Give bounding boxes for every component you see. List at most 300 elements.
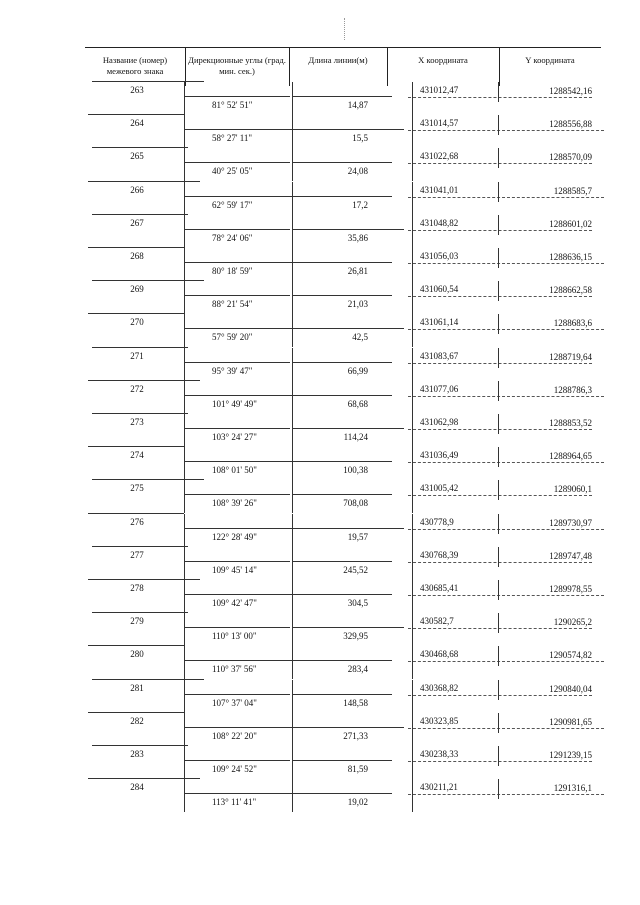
line-length: 100,38	[343, 465, 368, 476]
line-length: 114,24	[343, 432, 368, 442]
line-length: 14,87	[347, 100, 368, 110]
point-number: 275	[130, 483, 144, 494]
table-row	[0, 215, 640, 248]
column-rule	[412, 148, 413, 181]
direction-angle: 108° 01' 50"	[212, 465, 257, 476]
x-coordinate: 431061,14	[420, 317, 459, 328]
column-rule	[292, 779, 293, 812]
direction-angle: 62° 59' 17"	[212, 199, 253, 210]
x-coordinate: 430778,9	[420, 516, 454, 527]
row-rule	[408, 230, 592, 231]
row-rule	[184, 129, 304, 130]
y-coordinate: 1288542,16	[549, 86, 592, 96]
table-row	[0, 746, 640, 779]
row-rule	[408, 363, 592, 364]
table-row	[0, 281, 640, 314]
column-rule	[498, 281, 499, 301]
x-coordinate: 431005,42	[420, 483, 459, 494]
line-length: 245,52	[343, 564, 368, 575]
column-rule	[184, 613, 185, 646]
table-row	[0, 779, 640, 812]
column-rule	[498, 779, 499, 799]
x-coordinate: 431041,01	[420, 184, 459, 195]
x-coordinate: 431012,47	[420, 85, 459, 95]
x-coordinate: 430468,68	[420, 649, 459, 660]
column-rule	[412, 746, 413, 779]
row-rule	[92, 413, 188, 414]
table-row	[0, 115, 640, 148]
column-rule	[498, 348, 499, 368]
row-rule	[184, 793, 304, 794]
column-rule	[412, 646, 413, 679]
column-rule	[292, 215, 293, 248]
row-rule	[292, 494, 392, 495]
column-rule	[184, 82, 185, 115]
row-rule	[408, 495, 592, 496]
x-coordinate: 431022,68	[420, 151, 459, 162]
row-rule	[184, 162, 290, 163]
y-coordinate: 1288683,6	[553, 318, 592, 329]
row-rule	[408, 197, 604, 198]
point-number: 267	[130, 217, 144, 228]
row-rule	[88, 247, 184, 248]
column-rule	[412, 713, 413, 746]
column-rule	[498, 381, 499, 401]
row-rule	[292, 594, 392, 595]
column-rule	[412, 480, 413, 513]
row-rule	[292, 760, 392, 761]
column-rule	[498, 514, 499, 534]
column-rule	[412, 613, 413, 646]
column-rule	[184, 580, 185, 613]
row-rule	[92, 546, 188, 547]
x-coordinate: 431014,57	[420, 118, 459, 129]
column-rule	[184, 547, 185, 580]
line-length: 35,86	[347, 232, 368, 243]
direction-angle: 57° 59' 20"	[212, 332, 253, 343]
point-number: 264	[130, 118, 144, 129]
y-coordinate: 1288853,52	[549, 418, 592, 428]
row-rule	[408, 661, 604, 662]
row-rule	[92, 81, 204, 82]
y-coordinate: 1290840,04	[549, 683, 592, 694]
column-rule	[412, 115, 413, 148]
line-length: 329,95	[343, 631, 368, 642]
direction-angle: 107° 37' 04"	[212, 697, 257, 708]
table-row	[0, 713, 640, 746]
line-length: 24,08	[347, 166, 368, 177]
row-rule	[292, 196, 392, 197]
y-coordinate: 1288719,64	[549, 351, 592, 362]
table-row	[0, 381, 640, 414]
column-rule	[292, 314, 293, 347]
row-rule	[408, 695, 592, 696]
row-rule	[408, 97, 592, 98]
line-length: 148,58	[343, 697, 368, 708]
column-rule	[292, 248, 293, 281]
column-rule	[292, 447, 293, 480]
row-rule	[88, 513, 184, 514]
row-rule	[408, 296, 592, 297]
row-rule	[292, 295, 392, 296]
column-rule	[498, 115, 499, 135]
direction-angle: 109° 45' 14"	[212, 564, 257, 575]
column-rule	[498, 148, 499, 168]
column-rule	[292, 746, 293, 779]
column-rule	[412, 680, 413, 713]
column-rule	[292, 480, 293, 513]
y-coordinate: 1290574,82	[549, 650, 592, 661]
direction-angle: 109° 42' 47"	[212, 598, 257, 608]
row-rule	[88, 712, 184, 713]
point-number: 284	[130, 782, 144, 793]
column-rule	[292, 547, 293, 580]
column-rule	[498, 182, 499, 202]
column-rule	[498, 547, 499, 567]
row-rule	[292, 694, 392, 695]
column-rule	[184, 713, 185, 746]
column-rule	[412, 248, 413, 281]
header-name: Название (номер) межевого знака	[102, 55, 168, 76]
line-length: 81,59	[347, 764, 368, 774]
column-rule	[184, 182, 185, 215]
fold-mark	[344, 18, 345, 40]
column-rule	[498, 646, 499, 666]
point-number: 282	[130, 715, 144, 726]
column-rule	[412, 514, 413, 547]
header-x: Х координата	[418, 55, 468, 65]
table-row	[0, 646, 640, 679]
row-rule	[408, 163, 592, 164]
column-rule	[184, 215, 185, 248]
column-rule	[292, 148, 293, 181]
header-angle: Дирекционные углы (град. мин. сек.)	[188, 55, 286, 76]
point-number: 270	[130, 317, 144, 328]
column-rule	[184, 646, 185, 679]
line-length: 304,5	[347, 598, 368, 608]
table-row	[0, 148, 640, 181]
row-rule	[184, 528, 304, 529]
row-rule	[292, 362, 392, 363]
row-rule	[184, 594, 304, 595]
direction-angle: 58° 27' 11"	[212, 133, 253, 144]
x-coordinate: 431036,49	[420, 450, 459, 461]
row-rule	[292, 129, 404, 130]
row-rule	[292, 660, 392, 661]
row-rule	[292, 229, 404, 230]
table-row	[0, 314, 640, 347]
row-rule	[88, 313, 184, 314]
column-rule	[184, 115, 185, 148]
y-coordinate: 1289730,97	[549, 517, 592, 528]
row-rule	[92, 679, 204, 680]
x-coordinate: 430582,7	[420, 616, 454, 627]
direction-angle: 108° 39' 26"	[212, 498, 257, 509]
direction-angle: 81° 52' 51"	[212, 100, 253, 110]
y-coordinate: 1288636,15	[549, 252, 592, 262]
column-rule	[184, 447, 185, 480]
x-coordinate: 430368,82	[420, 682, 459, 693]
row-rule	[92, 280, 204, 281]
table-row	[0, 414, 640, 447]
x-coordinate: 431060,54	[420, 284, 459, 295]
row-rule	[408, 628, 592, 629]
table-row	[0, 514, 640, 547]
row-rule	[184, 694, 290, 695]
x-coordinate: 430685,41	[420, 583, 459, 593]
column-rule	[292, 348, 293, 381]
point-number: 268	[130, 251, 144, 261]
column-rule	[184, 381, 185, 414]
column-rule	[498, 314, 499, 334]
column-rule	[184, 514, 185, 547]
column-rule	[498, 248, 499, 268]
column-rule	[184, 480, 185, 513]
row-rule	[184, 196, 304, 197]
point-number: 273	[130, 417, 144, 427]
line-length: 283,4	[347, 664, 368, 675]
row-rule	[292, 262, 392, 263]
row-rule	[184, 362, 290, 363]
column-rule	[412, 182, 413, 215]
y-coordinate: 1288556,88	[549, 119, 592, 130]
column-rule	[184, 680, 185, 713]
row-rule	[408, 396, 604, 397]
header-length: Длина линии(м)	[308, 55, 368, 65]
direction-angle: 80° 18' 59"	[212, 266, 253, 276]
column-rule	[498, 680, 499, 700]
column-rule	[292, 82, 293, 115]
y-coordinate: 1288662,58	[549, 285, 592, 296]
row-rule	[408, 329, 604, 330]
table-row	[0, 82, 640, 115]
table-row	[0, 348, 640, 381]
point-number: 280	[130, 649, 144, 660]
direction-angle: 108° 22' 20"	[212, 730, 257, 741]
row-rule	[184, 660, 304, 661]
y-coordinate: 1291316,1	[553, 783, 592, 794]
column-rule	[292, 182, 293, 215]
row-rule	[184, 96, 290, 97]
y-coordinate: 1290981,65	[549, 716, 592, 727]
row-rule	[184, 395, 304, 396]
column-rule	[184, 281, 185, 314]
row-rule	[88, 645, 184, 646]
row-rule	[92, 347, 188, 348]
direction-angle: 78° 24' 06"	[212, 232, 253, 243]
row-rule	[184, 295, 290, 296]
row-rule	[184, 760, 290, 761]
column-rule	[292, 514, 293, 547]
row-rule	[292, 328, 404, 329]
line-length: 19,57	[347, 531, 368, 542]
table-row	[0, 447, 640, 480]
row-rule	[292, 528, 404, 529]
direction-angle: 88° 21' 54"	[212, 299, 253, 310]
row-rule	[184, 561, 290, 562]
x-coordinate: 431048,82	[420, 217, 459, 228]
column-rule	[292, 381, 293, 414]
column-rule	[412, 314, 413, 347]
row-rule	[92, 612, 188, 613]
column-rule	[292, 115, 293, 148]
x-coordinate: 430768,39	[420, 549, 459, 560]
row-rule	[408, 130, 604, 131]
column-rule	[292, 613, 293, 646]
direction-angle: 122° 28' 49"	[212, 531, 257, 542]
line-length: 21,03	[347, 299, 368, 310]
row-rule	[88, 114, 184, 115]
column-rule	[292, 680, 293, 713]
row-rule	[292, 561, 392, 562]
direction-angle: 110° 37' 56"	[212, 664, 257, 675]
column-rule	[412, 348, 413, 381]
column-rule	[498, 82, 499, 102]
point-number: 276	[130, 516, 144, 527]
column-rule	[412, 82, 413, 115]
row-rule	[184, 428, 290, 429]
point-number: 265	[130, 151, 144, 162]
table-row	[0, 680, 640, 713]
point-number: 279	[130, 616, 144, 627]
table-row	[0, 182, 640, 215]
line-length: 271,33	[343, 730, 368, 741]
column-rule	[184, 148, 185, 181]
row-rule	[92, 745, 188, 746]
column-rule	[498, 215, 499, 235]
point-number: 271	[130, 350, 144, 361]
row-rule	[292, 96, 392, 97]
row-rule	[184, 461, 304, 462]
row-rule	[408, 794, 604, 795]
direction-angle: 40° 25' 05"	[212, 166, 253, 177]
row-rule	[408, 761, 592, 762]
x-coordinate: 430323,85	[420, 715, 459, 726]
direction-angle: 103° 24' 27"	[212, 432, 257, 442]
line-length: 26,81	[347, 266, 368, 276]
column-rule	[184, 314, 185, 347]
x-coordinate: 430238,33	[420, 749, 459, 759]
point-number: 263	[130, 85, 144, 95]
y-coordinate: 1289060,1	[553, 484, 592, 495]
direction-angle: 109° 24' 52"	[212, 764, 257, 774]
column-rule	[292, 281, 293, 314]
column-rule	[412, 580, 413, 613]
line-length: 68,68	[347, 398, 368, 409]
direction-angle: 113° 11' 41"	[212, 797, 257, 808]
point-number: 281	[130, 682, 144, 693]
table-row	[0, 613, 640, 646]
row-rule	[184, 328, 304, 329]
column-rule	[498, 447, 499, 467]
column-rule	[412, 215, 413, 248]
row-rule	[292, 461, 392, 462]
line-length: 42,5	[352, 332, 368, 343]
x-coordinate: 431062,98	[420, 417, 459, 427]
y-coordinate: 1289747,48	[549, 550, 592, 561]
row-rule	[88, 446, 184, 447]
line-length: 66,99	[347, 365, 368, 376]
column-rule	[184, 779, 185, 812]
column-rule	[292, 580, 293, 613]
row-rule	[92, 147, 188, 148]
line-length: 708,08	[343, 498, 368, 509]
column-rule	[498, 480, 499, 500]
row-rule	[408, 462, 604, 463]
column-rule	[184, 348, 185, 381]
line-length: 17,2	[352, 199, 368, 210]
column-rule	[412, 414, 413, 447]
table-row	[0, 480, 640, 513]
column-rule	[184, 746, 185, 779]
column-rule	[498, 414, 499, 434]
x-coordinate: 430211,21	[420, 782, 458, 793]
line-length: 19,02	[347, 797, 368, 808]
row-rule	[408, 595, 604, 596]
column-rule	[498, 613, 499, 633]
column-rule	[498, 713, 499, 733]
y-coordinate: 1288585,7	[553, 185, 592, 196]
row-rule	[408, 529, 604, 530]
column-rule	[412, 779, 413, 812]
direction-angle: 95° 39' 47"	[212, 365, 253, 376]
column-rule	[184, 414, 185, 447]
row-rule	[292, 395, 392, 396]
table-row	[0, 580, 640, 613]
y-coordinate: 1288964,65	[549, 451, 592, 462]
column-rule	[292, 646, 293, 679]
x-coordinate: 431083,67	[420, 350, 459, 361]
row-rule	[292, 793, 392, 794]
point-number: 269	[130, 284, 144, 295]
y-coordinate: 1288786,3	[553, 384, 592, 395]
row-rule	[184, 229, 290, 230]
point-number: 278	[130, 583, 144, 593]
y-coordinate: 1291239,15	[549, 750, 592, 760]
row-rule	[292, 428, 404, 429]
column-rule	[498, 580, 499, 600]
row-rule	[184, 494, 290, 495]
row-rule	[408, 728, 604, 729]
point-number: 277	[130, 549, 144, 560]
column-rule	[412, 547, 413, 580]
y-coordinate: 1289978,55	[549, 584, 592, 594]
row-rule	[292, 627, 404, 628]
column-rule	[292, 713, 293, 746]
row-rule	[92, 214, 188, 215]
row-rule	[184, 627, 290, 628]
column-rule	[412, 281, 413, 314]
row-rule	[408, 562, 592, 563]
direction-angle: 110° 13' 00"	[212, 631, 257, 642]
row-rule	[92, 479, 204, 480]
point-number: 283	[130, 749, 144, 759]
x-coordinate: 431056,03	[420, 251, 459, 261]
column-rule	[292, 414, 293, 447]
row-rule	[184, 262, 304, 263]
table-row	[0, 248, 640, 281]
point-number: 274	[130, 450, 144, 461]
row-rule	[408, 429, 592, 430]
point-number: 266	[130, 184, 144, 195]
y-coordinate: 1288570,09	[549, 152, 592, 163]
column-rule	[412, 381, 413, 414]
row-rule	[408, 263, 604, 264]
row-rule	[292, 727, 404, 728]
row-rule	[292, 162, 392, 163]
line-length: 15,5	[352, 133, 368, 144]
column-rule	[184, 248, 185, 281]
